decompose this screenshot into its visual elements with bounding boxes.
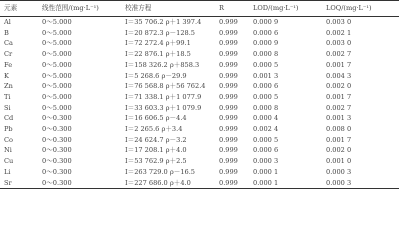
cell-calibration-equation: I＝158 326.2 ρ＋858.3 [125,60,200,69]
cell-calibration-equation: I＝76 568.8 ρ＋56 762.4 [125,82,206,91]
cell-lod: 0.000 8 [253,50,279,59]
cell-r: 0.999 [219,146,238,155]
cell-lod: 0.000 6 [253,82,279,91]
cell-linear-range: 0～5.000 [42,92,72,101]
cell-lod: 0.000 5 [253,135,279,144]
cell-r: 0.999 [219,71,238,80]
cell-loq: 0.002 7 [326,103,352,112]
cell-r: 0.999 [219,125,238,134]
cell-calibration-equation: I＝72 272.4 ρ＋99.1 [125,39,191,48]
cell-element: Ti [4,92,11,101]
cell-r: 0.999 [219,103,238,112]
table-row [0,135,399,146]
cell-loq: 0.002 7 [326,50,352,59]
cell-element: Al [4,18,11,26]
cell-calibration-equation: I＝35 706.2 ρ＋1 397.4 [125,18,202,26]
cell-linear-range: 0～5.000 [42,82,72,91]
cell-lod: 0.000 9 [253,39,279,48]
header-element: 元素 [4,4,18,12]
table-row [0,103,399,114]
cell-loq: 0.001 7 [326,60,352,69]
cell-element: Cr [4,50,13,59]
cell-linear-range: 0～0.300 [42,167,72,176]
header-loq: LOQ/(mg·L⁻¹) [326,4,372,12]
cell-linear-range: 0～5.000 [42,60,72,69]
cell-loq: 0.002 0 [326,146,352,155]
cell-lod: 0.000 3 [253,157,279,166]
table-row [0,167,399,178]
table-row [0,49,399,60]
cell-loq: 0.001 7 [326,92,352,101]
cell-calibration-equation: I＝71 338.1 ρ＋1 077.9 [125,92,202,101]
table-body [0,17,399,189]
cell-r: 0.999 [219,60,238,69]
cell-linear-range: 0～0.300 [42,146,72,155]
cell-loq: 0.001 3 [326,114,352,123]
cell-r: 0.999 [219,18,238,26]
cell-element: Sr [4,178,12,187]
cell-lod: 0.000 6 [253,146,279,155]
table-row [0,60,399,71]
cell-calibration-equation: I＝16 606.5 ρ－4.4 [125,114,187,123]
cell-linear-range: 0～0.300 [42,178,72,187]
cell-linear-range: 0～0.300 [42,125,72,134]
cell-element: Fe [4,60,13,69]
cell-r: 0.999 [219,157,238,166]
cell-loq: 0.001 0 [326,157,352,166]
cell-element: Ni [4,146,12,155]
cell-element: Ca [4,39,13,48]
cell-linear-range: 0～5.000 [42,39,72,48]
cell-loq: 0.001 7 [326,135,352,144]
cell-calibration-equation: I＝20 872.3 ρ－128.5 [125,28,196,37]
table-row [0,38,399,49]
cell-calibration-equation: I＝53 762.9 ρ＋2.5 [125,157,187,166]
cell-linear-range: 0～0.300 [42,157,72,166]
cell-r: 0.999 [219,178,238,187]
table-row [0,17,399,28]
cell-loq: 0.008 0 [326,125,352,134]
cell-loq: 0.003 0 [326,18,352,26]
header-r: R [219,4,224,12]
cell-linear-range: 0～5.000 [42,18,72,26]
cell-linear-range: 0～5.000 [42,71,72,80]
table-row [0,156,399,167]
cell-element: Cu [4,157,14,166]
table-row [0,28,399,39]
cell-lod: 0.000 1 [253,178,279,187]
table-row [0,178,399,189]
header-linear-range: 线性范围/(mg·L⁻¹) [42,4,99,12]
cell-lod: 0.001 3 [253,71,279,80]
header-lod: LOD/(mg·L⁻¹) [253,4,299,12]
table-row [0,145,399,156]
table-row [0,71,399,82]
cell-calibration-equation: I＝5 268.6 ρ－29.9 [125,71,187,80]
cell-calibration-equation: I＝2 265.6 ρ＋3.4 [125,125,183,134]
cell-element: Si [4,103,11,112]
cell-r: 0.999 [219,135,238,144]
cell-lod: 0.002 4 [253,125,279,134]
cell-element: Cd [4,114,14,123]
cell-r: 0.999 [219,92,238,101]
cell-linear-range: 0～5.000 [42,28,72,37]
cell-calibration-equation: I＝227 686.0 ρ＋4.0 [125,178,191,187]
cell-linear-range: 0～5.000 [42,103,72,112]
cell-lod: 0.000 8 [253,103,279,112]
cell-element: Co [4,135,14,144]
cell-r: 0.999 [219,82,238,91]
cell-loq: 0.002 1 [326,28,352,37]
cell-element: Zn [4,82,13,91]
cell-element: B [4,28,9,37]
cell-r: 0.999 [219,167,238,176]
cell-loq: 0.000 3 [326,178,352,187]
cell-calibration-equation: I＝17 208.1 ρ＋4.0 [125,146,187,155]
cell-loq: 0.003 0 [326,39,352,48]
cell-calibration-equation: I＝24 624.7 ρ－3.2 [125,135,187,144]
header-calibration-equation: 校准方程 [125,4,152,12]
cell-element: Pb [4,125,13,134]
cell-loq: 0.002 0 [326,82,352,91]
cell-r: 0.999 [219,50,238,59]
cell-element: K [4,71,9,80]
table-row [0,113,399,124]
cell-calibration-equation: I＝33 603.3 ρ＋1 079.9 [125,103,202,112]
table-row [0,81,399,92]
cell-r: 0.999 [219,114,238,123]
table-row [0,124,399,135]
cell-loq: 0.004 3 [326,71,352,80]
cell-linear-range: 0～0.300 [42,114,72,123]
cell-loq: 0.000 3 [326,167,352,176]
cell-element: Li [4,167,11,176]
cell-lod: 0.000 9 [253,18,279,26]
cell-calibration-equation: I＝22 876.1 ρ＋18.5 [125,50,191,59]
cell-lod: 0.000 6 [253,28,279,37]
cell-r: 0.999 [219,28,238,37]
cell-lod: 0.000 5 [253,92,279,101]
cell-calibration-equation: I＝263 729.0 ρ－16.5 [125,167,196,176]
cell-linear-range: 0～5.000 [42,50,72,59]
cell-lod: 0.000 1 [253,167,279,176]
table-row [0,92,399,103]
table-header-row [0,1,399,17]
cell-lod: 0.000 5 [253,60,279,69]
cell-linear-range: 0～0.300 [42,135,72,144]
cell-lod: 0.000 4 [253,114,279,123]
cell-r: 0.999 [219,39,238,48]
